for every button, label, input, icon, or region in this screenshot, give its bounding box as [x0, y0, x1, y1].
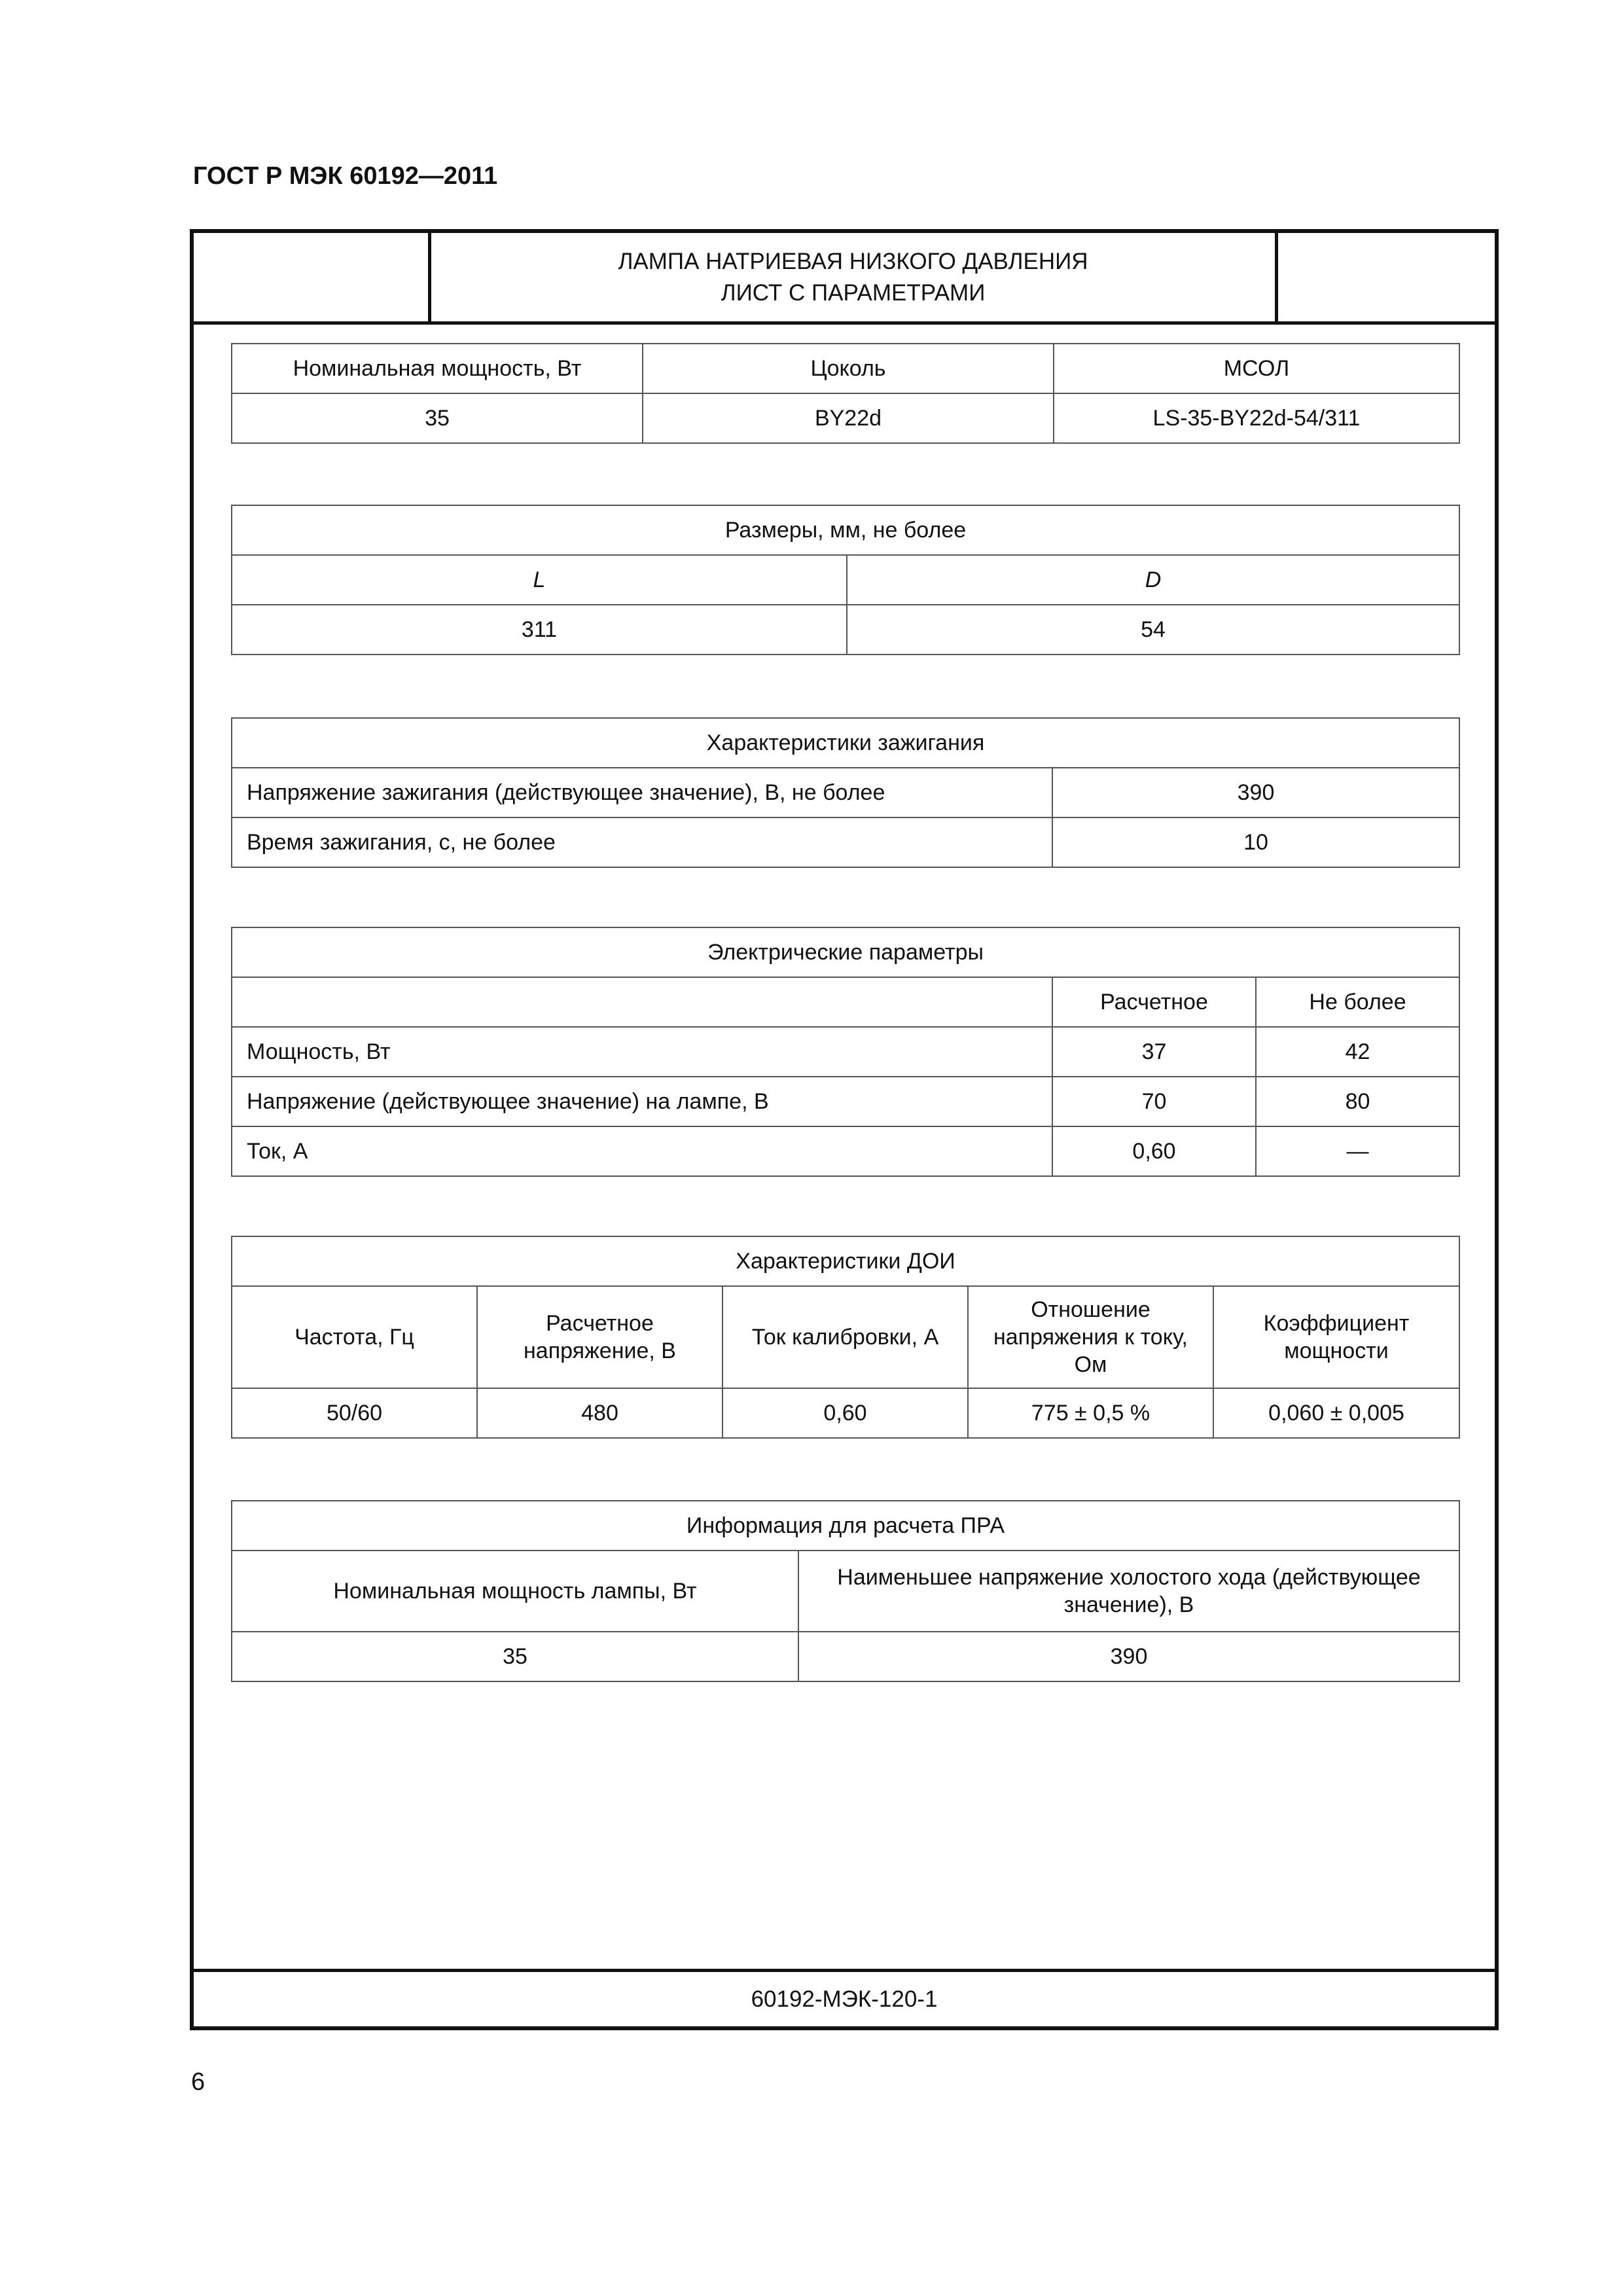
ignition-table [231, 717, 1460, 868]
ballast-value-open-circuit-voltage: 390 [798, 1632, 1459, 1681]
document-code: ГОСТ Р МЭК 60192—2011 [193, 162, 498, 190]
doi-header-impedance: Отношение напряжения к току, Ом [968, 1286, 1213, 1388]
doi-value-calibration-current: 0,60 [722, 1388, 968, 1438]
sheet-title-line1: ЛАМПА НАТРИЕВАЯ НИЗКОГО ДАВЛЕНИЯ [618, 248, 1088, 274]
header-left-cell [194, 233, 431, 321]
doi-value-frequency: 50/60 [232, 1388, 477, 1438]
header-msol: МСОЛ [1054, 344, 1459, 393]
electrical-header-blank [232, 977, 1052, 1027]
dimensions-title: Размеры, мм, не более [232, 505, 1459, 555]
header-right-cell [1275, 233, 1495, 321]
current-max: — [1256, 1126, 1459, 1176]
ballast-info-table [231, 1500, 1460, 1682]
doi-value-power-factor: 0,060 ± 0,005 [1213, 1388, 1459, 1438]
sheet-title-line2: ЛИСТ С ПАРАМЕТРАМИ [721, 279, 986, 306]
value-diameter: 54 [847, 605, 1459, 655]
value-msol: LS-35-BY22d-54/311 [1054, 393, 1459, 443]
doi-title: Характеристики ДОИ [232, 1236, 1459, 1286]
lamp-voltage-max: 80 [1256, 1077, 1459, 1126]
doi-header-rated-voltage: Расчетное напряжение, В [477, 1286, 722, 1388]
ballast-header-open-circuit-voltage: Наименьшее напряжение холостого хода (действующее значение), В [798, 1551, 1459, 1632]
doi-header-calibration-current: Ток калибровки, А [722, 1286, 968, 1388]
electrical-header-rated: Расчетное [1052, 977, 1256, 1027]
ignition-voltage-value: 390 [1052, 768, 1459, 817]
sheet-header [194, 233, 1495, 325]
page-number: 6 [191, 2068, 205, 2096]
electrical-title: Электрические параметры [232, 927, 1459, 977]
ignition-time-value: 10 [1052, 817, 1459, 867]
electrical-table [231, 927, 1460, 1177]
ballast-header-lamp-power: Номинальная мощность лампы, Вт [232, 1551, 798, 1632]
dimensions-table [231, 505, 1460, 655]
power-label: Мощность, Вт [232, 1027, 1052, 1077]
parameter-sheet-frame [190, 229, 1499, 2030]
lamp-voltage-label: Напряжение (действующее значение) на лампе, В [232, 1077, 1052, 1126]
doi-table [231, 1236, 1460, 1439]
lamp-voltage-rated: 70 [1052, 1077, 1256, 1126]
power-max: 42 [1256, 1027, 1459, 1077]
header-cap: Цоколь [643, 344, 1054, 393]
ignition-voltage-label: Напряжение зажигания (действующее значение), В, не более [232, 768, 1052, 817]
ballast-info-title: Информация для расчета ПРА [232, 1501, 1459, 1551]
sheet-title [431, 233, 1275, 321]
sheet-footer-code: 60192-МЭК-120-1 [194, 1969, 1495, 2026]
power-rated: 37 [1052, 1027, 1256, 1077]
header-rated-power: Номинальная мощность, Вт [232, 344, 643, 393]
value-length: 311 [232, 605, 847, 655]
ignition-title: Характеристики зажигания [232, 718, 1459, 768]
header-length: L [232, 555, 847, 605]
doi-header-frequency: Частота, Гц [232, 1286, 477, 1388]
value-cap: BY22d [643, 393, 1054, 443]
header-diameter: D [847, 555, 1459, 605]
value-rated-power: 35 [232, 393, 643, 443]
current-label: Ток, А [232, 1126, 1052, 1176]
main-parameters-table [231, 343, 1460, 444]
electrical-header-max: Не более [1256, 977, 1459, 1027]
current-rated: 0,60 [1052, 1126, 1256, 1176]
ignition-time-label: Время зажигания, с, не более [232, 817, 1052, 867]
doi-value-rated-voltage: 480 [477, 1388, 722, 1438]
doi-header-power-factor: Коэффициент мощности [1213, 1286, 1459, 1388]
doi-value-impedance: 775 ± 0,5 % [968, 1388, 1213, 1438]
ballast-value-lamp-power: 35 [232, 1632, 798, 1681]
